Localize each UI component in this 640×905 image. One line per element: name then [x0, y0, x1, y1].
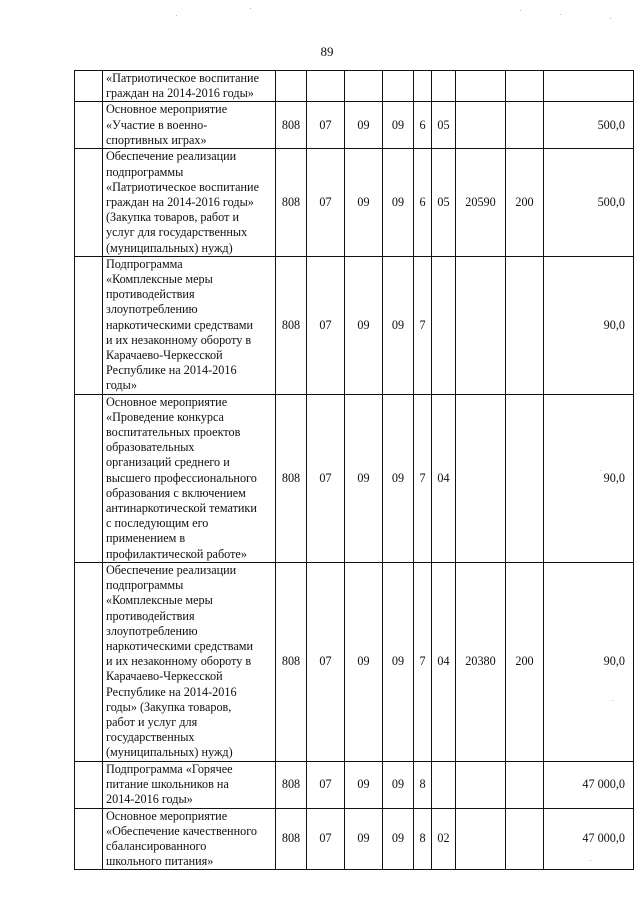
direction-code-cell: [456, 394, 506, 562]
row-index-cell: [75, 761, 103, 808]
program-code-cell: [383, 71, 414, 102]
program-code-cell: 09: [383, 562, 414, 761]
table-row: [75, 102, 634, 149]
subprogram-code-cell: 8: [414, 808, 432, 870]
description-line: подпрограммы: [106, 164, 184, 179]
page-number: 89: [320, 44, 334, 59]
subsection-code-cell: 09: [345, 102, 383, 149]
description-line: и их незаконному обороту в: [106, 332, 252, 347]
description-line: с последующим его: [106, 516, 209, 531]
table-row: [75, 761, 634, 808]
description-line: подпрограммы: [106, 578, 184, 593]
description-line: «Комплексные меры: [106, 272, 213, 287]
description-line: услуг для государственных: [106, 225, 248, 240]
table-row: [75, 808, 634, 870]
description-line: наркотическими средствами: [106, 317, 254, 332]
description-cell: [103, 761, 276, 808]
amount-cell: 500,0: [544, 102, 634, 149]
description-cell: [103, 256, 276, 394]
direction-code-cell: 20590: [456, 149, 506, 256]
description-line: школьного питания»: [106, 854, 214, 869]
expense-type-code-cell: [506, 102, 544, 149]
description-line: Карачаево-Черкесской: [106, 348, 223, 363]
expense-type-code-cell: [506, 256, 544, 394]
section-code-cell: 07: [307, 562, 345, 761]
section-code-cell: [307, 71, 345, 102]
ministry-code-cell: 808: [276, 562, 307, 761]
amount-cell: 47 000,0: [544, 808, 634, 870]
ministry-code-cell: [276, 71, 307, 102]
row-index-cell: [75, 149, 103, 256]
amount-cell: [544, 71, 634, 102]
row-index-cell: [75, 394, 103, 562]
measure-code-cell: 02: [432, 808, 456, 870]
subsection-code-cell: 09: [345, 149, 383, 256]
description-line: Обеспечение реализации: [106, 149, 237, 164]
amount-cell: 47 000,0: [544, 761, 634, 808]
description-line: Республике на 2014-2016: [106, 363, 237, 378]
description-line: годы» (Закупка товаров,: [106, 699, 232, 714]
expense-type-code-cell: [506, 71, 544, 102]
description-cell: [103, 562, 276, 761]
measure-code-cell: [432, 761, 456, 808]
description-line: (муниципальных) нужд): [106, 745, 233, 760]
description-line: злоупотреблению: [106, 623, 198, 638]
description-line: граждан на 2014-2016 годы»: [106, 86, 254, 101]
description-line: противодействия: [106, 287, 195, 302]
description-cell: [103, 149, 276, 256]
description-line: применением в: [106, 531, 186, 546]
description-line: «Патриотическое воспитание: [106, 179, 259, 194]
section-code-cell: 07: [307, 149, 345, 256]
expense-type-code-cell: 200: [506, 149, 544, 256]
measure-code-cell: [432, 71, 456, 102]
subsection-code-cell: [345, 71, 383, 102]
measure-code-cell: 04: [432, 394, 456, 562]
description-line: годы»: [106, 378, 137, 393]
description-line: «Обеспечение качественного: [106, 823, 257, 838]
description-line: образовательных: [106, 440, 195, 455]
description-cell: [103, 394, 276, 562]
description-line: наркотическими средствами: [106, 638, 254, 653]
ministry-code-cell: 808: [276, 256, 307, 394]
subprogram-code-cell: 7: [414, 256, 432, 394]
measure-code-cell: 05: [432, 149, 456, 256]
subsection-code-cell: 09: [345, 256, 383, 394]
expense-type-code-cell: [506, 808, 544, 870]
amount-cell: 500,0: [544, 149, 634, 256]
table-row: [75, 394, 634, 562]
description-line: (муниципальных) нужд): [106, 240, 233, 255]
measure-code-cell: 05: [432, 102, 456, 149]
expense-type-code-cell: [506, 394, 544, 562]
ministry-code-cell: 808: [276, 149, 307, 256]
table-row: [75, 149, 634, 256]
row-index-cell: [75, 71, 103, 102]
description-line: антинаркотической тематики: [106, 501, 257, 516]
program-code-cell: 09: [383, 256, 414, 394]
description-cell: [103, 71, 276, 102]
section-code-cell: 07: [307, 808, 345, 870]
ministry-code-cell: 808: [276, 394, 307, 562]
description-line: Подпрограмма «Горячее: [106, 761, 233, 776]
amount-cell: 90,0: [544, 562, 634, 761]
description-line: противодействия: [106, 608, 195, 623]
row-index-cell: [75, 102, 103, 149]
description-line: злоупотреблению: [106, 302, 198, 317]
description-line: профилактической работе»: [106, 546, 247, 561]
description-line: 2014-2016 годы»: [106, 791, 193, 806]
description-line: Основное мероприятие: [106, 102, 228, 117]
description-line: работ и услуг для: [106, 714, 198, 729]
expense-type-code-cell: [506, 761, 544, 808]
program-code-cell: 09: [383, 808, 414, 870]
row-index-cell: [75, 808, 103, 870]
description-line: и их незаконному обороту в: [106, 654, 252, 669]
description-line: государственных: [106, 730, 195, 745]
subprogram-code-cell: [414, 71, 432, 102]
ministry-code-cell: 808: [276, 102, 307, 149]
expense-type-code-cell: 200: [506, 562, 544, 761]
subprogram-code-cell: 8: [414, 761, 432, 808]
subprogram-code-cell: 6: [414, 149, 432, 256]
direction-code-cell: [456, 71, 506, 102]
description-line: питание школьников на: [106, 776, 229, 791]
table-row: [75, 71, 634, 102]
description-line: «Комплексные меры: [106, 593, 213, 608]
ministry-code-cell: 808: [276, 808, 307, 870]
description-line: сбалансированного: [106, 838, 207, 853]
subprogram-code-cell: 7: [414, 394, 432, 562]
measure-code-cell: 04: [432, 562, 456, 761]
description-line: Обеспечение реализации: [106, 562, 237, 577]
budget-table: [74, 70, 634, 870]
description-line: образования с включением: [106, 485, 246, 500]
description-line: Подпрограмма: [106, 256, 183, 271]
description-line: Основное мероприятие: [106, 808, 228, 823]
description-line: «Участие в военно-: [106, 117, 208, 132]
direction-code-cell: 20380: [456, 562, 506, 761]
description-line: спортивных играх»: [106, 132, 207, 147]
subsection-code-cell: 09: [345, 394, 383, 562]
description-line: Основное мероприятие: [106, 394, 228, 409]
description-line: воспитательных проектов: [106, 425, 241, 440]
subsection-code-cell: 09: [345, 808, 383, 870]
subsection-code-cell: 09: [345, 761, 383, 808]
description-line: высшего профессионального: [106, 470, 257, 485]
section-code-cell: 07: [307, 102, 345, 149]
table-row: [75, 562, 634, 761]
section-code-cell: 07: [307, 394, 345, 562]
program-code-cell: 09: [383, 761, 414, 808]
ministry-code-cell: 808: [276, 761, 307, 808]
measure-code-cell: [432, 256, 456, 394]
amount-cell: 90,0: [544, 256, 634, 394]
description-line: «Патриотическое воспитание: [106, 71, 259, 85]
direction-code-cell: [456, 808, 506, 870]
subsection-code-cell: 09: [345, 562, 383, 761]
section-code-cell: 07: [307, 761, 345, 808]
description-line: организаций среднего и: [106, 455, 230, 470]
subprogram-code-cell: 7: [414, 562, 432, 761]
description-line: Республике на 2014-2016: [106, 684, 237, 699]
amount-cell: 90,0: [544, 394, 634, 562]
program-code-cell: 09: [383, 149, 414, 256]
description-cell: [103, 808, 276, 870]
description-line: Карачаево-Черкесской: [106, 669, 223, 684]
row-index-cell: [75, 562, 103, 761]
direction-code-cell: [456, 761, 506, 808]
program-code-cell: 09: [383, 394, 414, 562]
direction-code-cell: [456, 256, 506, 394]
program-code-cell: 09: [383, 102, 414, 149]
description-line: (Закупка товаров, работ и: [106, 210, 239, 225]
description-line: граждан на 2014-2016 годы»: [106, 195, 254, 210]
direction-code-cell: [456, 102, 506, 149]
section-code-cell: 07: [307, 256, 345, 394]
description-line: «Проведение конкурса: [106, 409, 224, 424]
subprogram-code-cell: 6: [414, 102, 432, 149]
row-index-cell: [75, 256, 103, 394]
table-row: [75, 256, 634, 394]
description-cell: [103, 102, 276, 149]
